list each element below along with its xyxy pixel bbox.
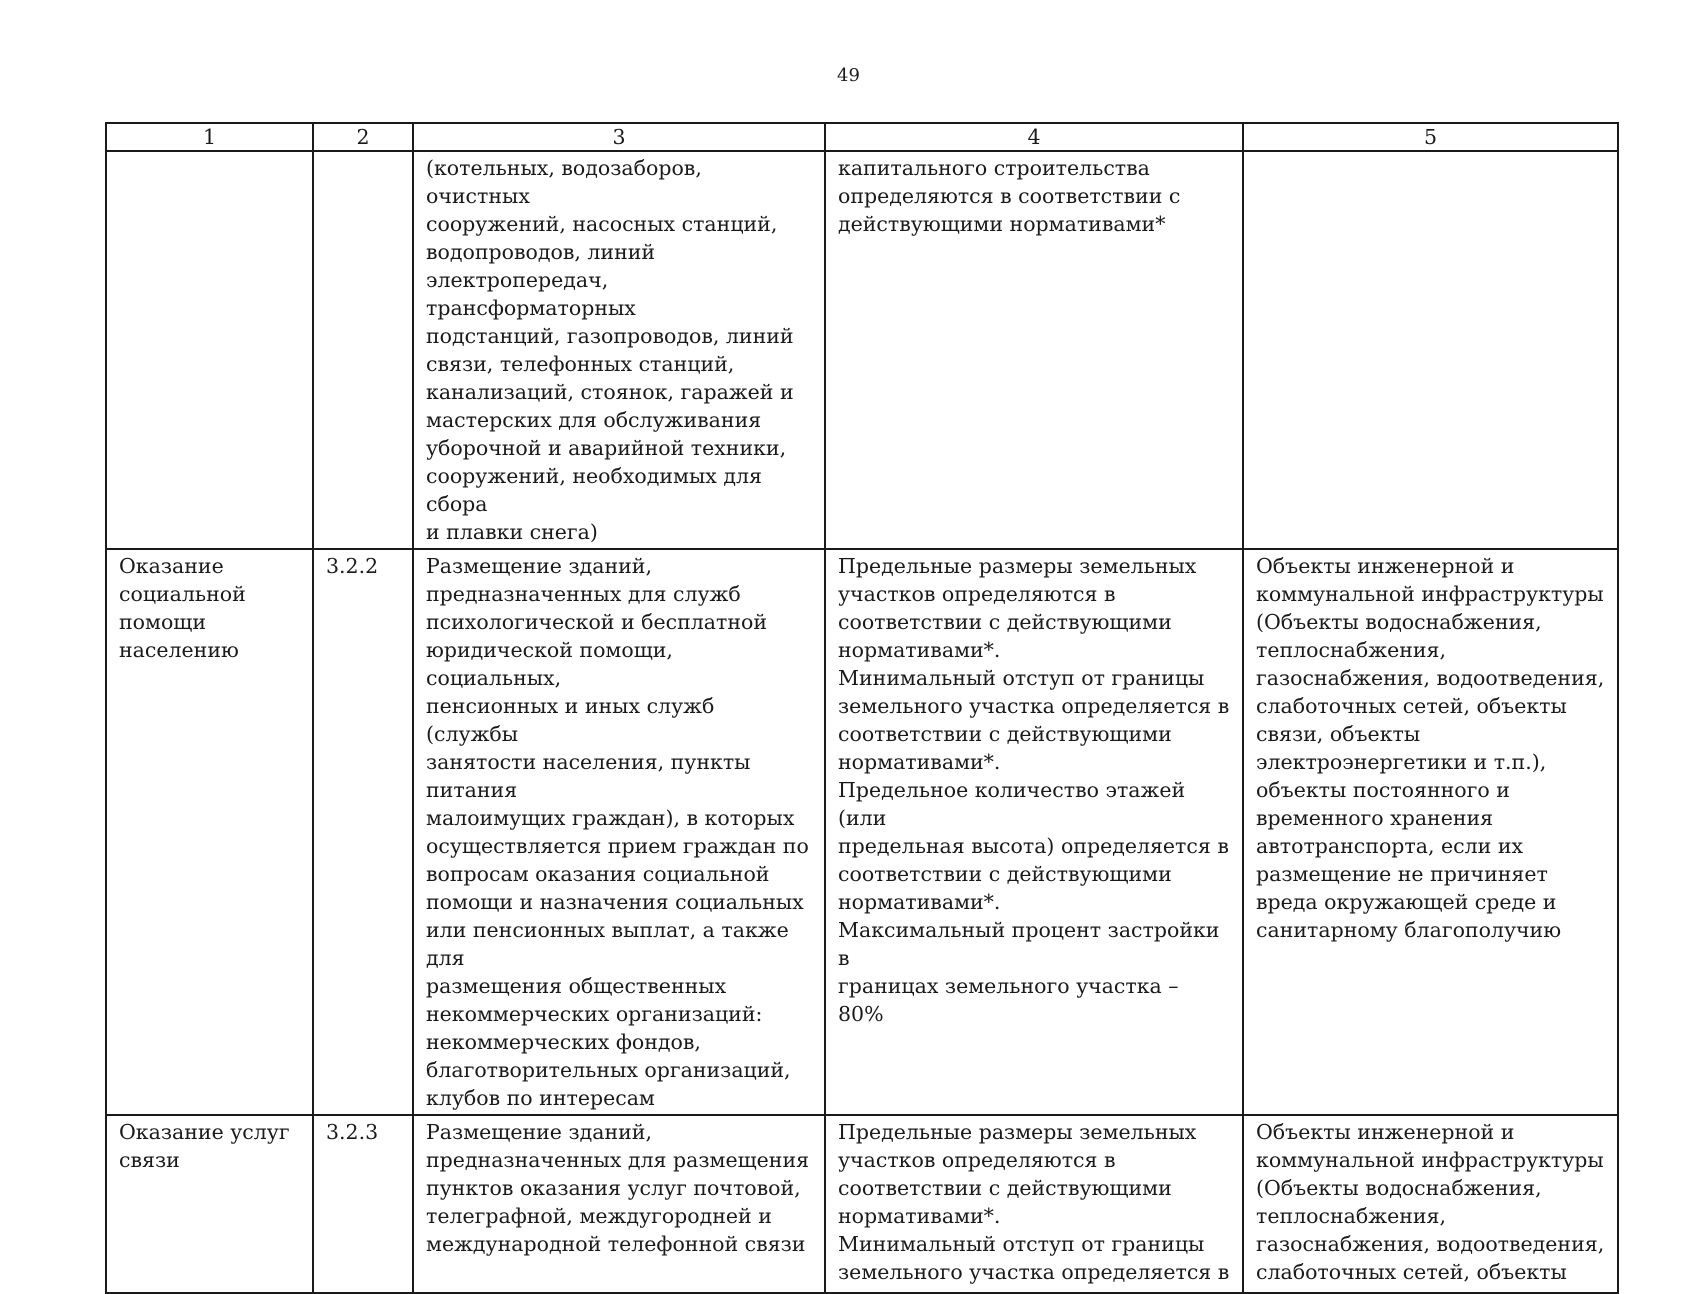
table-row: [106, 549, 1618, 1115]
auxiliary-uses-text: Объекты инженерной и коммунальной инфраструктуры (Объекты водоснабжения, теплоснабжения, газоснабжения, водоотведения, слаботочных сетей, объекты: [1256, 1120, 1605, 1284]
column-header-4: 4: [825, 123, 1243, 151]
column-header-3: 3: [413, 123, 825, 151]
use-name-cell: [106, 151, 313, 549]
use-parameters-text: капитального строительства определяются в соответствии с действующими нормативами*: [838, 156, 1181, 236]
use-parameters-cell: [825, 549, 1243, 1115]
use-name-text: Оказание услуг связи: [119, 1120, 290, 1172]
use-description-text: Размещение зданий, предназначенных для служб психологической и бесплатной юридической помощи, социальных, пенсионных и иных служб (службы занятости населения, пункты питания малоимущих граждан), в которых осуществляется прием граждан по вопросам оказания социальной помощи и назначения социальных или пенсионных выплат, а также для размещения общественных некоммерческих организаций: некоммерческих фондов, благотворительных организаций, клубов по интересам: [426, 554, 809, 1110]
use-description-cell: [413, 151, 825, 549]
table-row: [106, 1115, 1618, 1293]
use-code-text: 3.2.3: [326, 1120, 379, 1144]
use-code-text: 3.2.2: [326, 554, 379, 578]
use-parameters-text: Предельные размеры земельных участков определяются в соответствии с действующими нормативами*. Минимальный отступ от границы земельного участка определяется в: [838, 1120, 1230, 1284]
table-row: [106, 151, 1618, 549]
use-name-text: Оказание социальной помощи населению: [119, 554, 246, 662]
use-code-cell: [313, 549, 413, 1115]
use-description-text: Размещение зданий, предназначенных для размещения пунктов оказания услуг почтовой, телеграфной, междугородней и международной телефонной связи: [426, 1120, 810, 1256]
column-header-1: 1: [106, 123, 313, 151]
use-parameters-cell: [825, 1115, 1243, 1293]
use-description-cell: [413, 1115, 825, 1293]
use-code-cell: [313, 151, 413, 549]
auxiliary-uses-text: Объекты инженерной и коммунальной инфраструктуры (Объекты водоснабжения, теплоснабжения, газоснабжения, водоотведения, слаботочных сетей, объекты связи, объекты электроэнергетики и т.п.), объекты постоянного и временного хранения автотранспорта, если их размещение не причиняет вреда окружающей среде и санитарному благополучию: [1256, 554, 1605, 942]
use-description-cell: [413, 549, 825, 1115]
use-name-cell: [106, 549, 313, 1115]
column-header-5: 5: [1243, 123, 1618, 151]
column-header-2: 2: [313, 123, 413, 151]
page-number: 49: [837, 65, 860, 86]
auxiliary-uses-cell: [1243, 1115, 1618, 1293]
auxiliary-uses-cell: [1243, 151, 1618, 549]
use-parameters-text: Предельные размеры земельных участков определяются в соответствии с действующими нормативами*. Минимальный отступ от границы земельного участка определяется в соответствии с действующими нормативами*. Предельное количество этажей (или предельная высота) определяется в соответствии с действующими нормативами*. Максимальный процент застройки в границах земельного участка – 80%: [838, 554, 1230, 1026]
use-description-text: (котельных, водозаборов, очистных сооружений, насосных станций, водопроводов, линий электропередач, трансформаторных подстанций, газопроводов, линий связи, телефонных станций, канализаций, стоянок, гаражей и мастерских для обслуживания уборочной и аварийной техники, сооружений, необходимых для сбора и плавки снега): [426, 156, 794, 544]
use-parameters-cell: [825, 151, 1243, 549]
use-name-cell: [106, 1115, 313, 1293]
use-code-cell: [313, 1115, 413, 1293]
table-header-row: [106, 123, 1618, 151]
land-use-regulations-table: [105, 122, 1619, 1294]
auxiliary-uses-cell: [1243, 549, 1618, 1115]
